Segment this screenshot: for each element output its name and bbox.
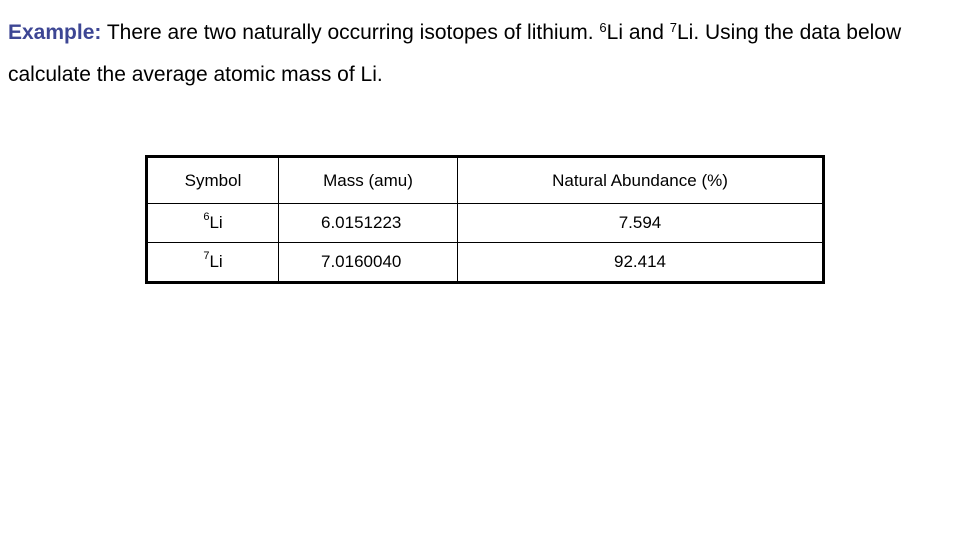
header-symbol: Symbol [147,157,279,204]
isotope-mass-number: 6 [203,211,210,223]
symbol-cell [147,243,279,283]
isotope1-mass-number: 6 [599,20,607,35]
abundance-cell: 92.414 [458,243,824,283]
isotope-symbol: Li [209,252,223,271]
example-label: Example: [8,21,102,44]
table-header-row [147,157,824,204]
connector-text: and [628,21,664,44]
isotope-data-table [145,155,825,284]
isotope-mass-number: 7 [203,250,210,262]
mass-cell: 6.0151223 [279,204,458,243]
table-row [147,204,824,243]
problem-statement [8,12,948,96]
header-abundance: Natural Abundance (%) [458,157,824,204]
symbol-cell [147,204,279,243]
isotope1-symbol: Li [606,21,624,44]
problem-text-instruction: Using the data below calculate the average atomic mass of Li. [8,21,902,86]
header-mass: Mass (amu) [279,157,458,204]
mass-cell: 7.0160040 [279,243,458,283]
abundance-cell: 7.594 [458,204,824,243]
isotope-symbol: Li [209,213,223,232]
problem-text-intro: There are two naturally occurring isotopes of lithium. [106,21,594,44]
isotope2-symbol: Li. [676,21,700,44]
isotope2-mass-number: 7 [669,20,677,35]
table-row [147,243,824,283]
